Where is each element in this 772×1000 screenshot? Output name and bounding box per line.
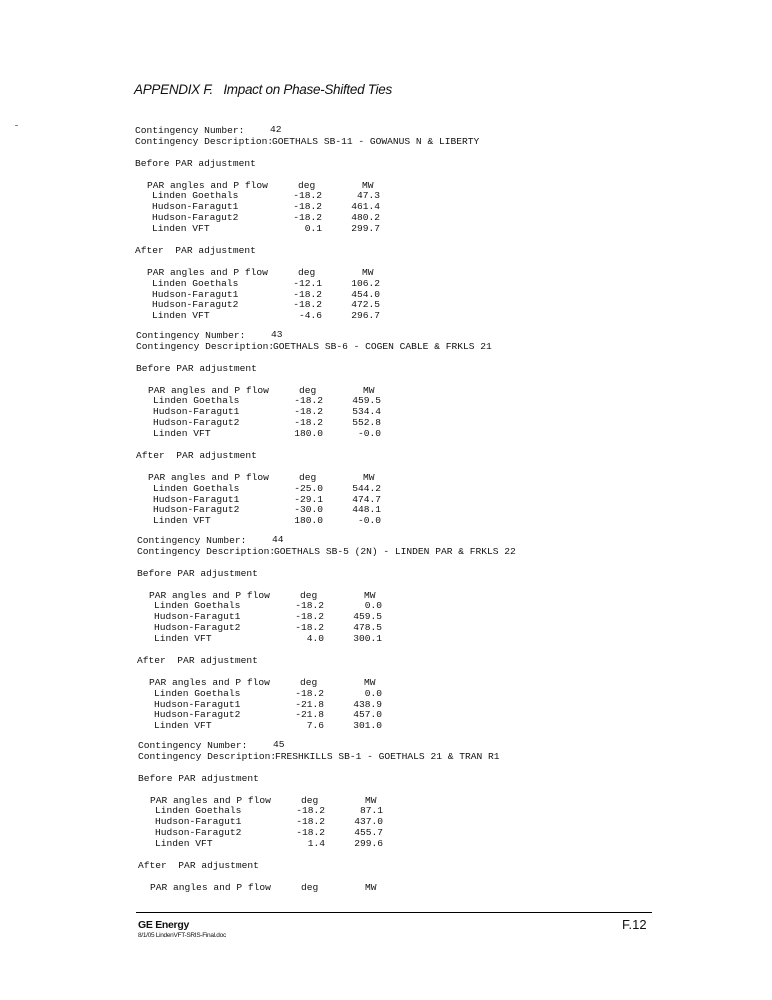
table-header-name: PAR angles and P flow — [149, 589, 270, 601]
par-row-deg: -25.0 — [294, 482, 323, 494]
par-row-deg: 4.0 — [306, 633, 324, 645]
par-row-name: Linden Goethals — [153, 395, 240, 407]
par-row-deg: -18.2 — [295, 687, 324, 699]
table-header-name: PAR angles and P flow — [148, 471, 269, 483]
par-row-deg: -18.2 — [294, 417, 323, 429]
table-header-name: PAR angles and P flow — [148, 384, 269, 396]
table-header-name: PAR angles and P flow — [150, 794, 271, 806]
par-row-deg: -21.8 — [295, 709, 324, 721]
contingency-description-label: Contingency Description: — [137, 545, 276, 557]
par-row-mw: 87.1 — [359, 805, 383, 817]
table-header-mw: MW — [362, 179, 374, 191]
contingency-number: 43 — [271, 329, 283, 340]
par-row-mw: 480.2 — [351, 212, 380, 224]
par-row-deg: -18.2 — [295, 600, 324, 612]
par-row-name: Hudson-Faragut1 — [154, 698, 241, 710]
par-row-mw: 472.5 — [351, 299, 380, 311]
contingency-description: GOETHALS SB-5 (2N) - LINDEN PAR & FRKLS 22 — [274, 545, 516, 557]
contingency-description-label: Contingency Description: — [136, 340, 275, 352]
par-row-mw: 459.5 — [352, 395, 381, 407]
after-adjustment-heading: After PAR adjustment — [137, 654, 258, 666]
before-adjustment-heading: Before PAR adjustment — [135, 157, 256, 169]
par-row-mw: 448.1 — [352, 504, 381, 516]
table-header-name: PAR angles and P flow — [149, 676, 270, 688]
par-row-mw: 300.1 — [353, 633, 382, 645]
par-row-mw: 461.4 — [351, 201, 380, 213]
par-row-name: Linden VFT — [153, 515, 211, 527]
after-adjustment-heading: After PAR adjustment — [138, 859, 259, 871]
par-row-deg: -18.2 — [296, 816, 325, 828]
table-header-deg: deg — [300, 589, 318, 601]
contingency-number: 45 — [273, 739, 285, 750]
par-row-deg: -4.6 — [298, 310, 322, 322]
par-row-name: Linden Goethals — [154, 600, 241, 612]
par-row-name: Hudson-Faragut1 — [153, 406, 240, 418]
contingency-description-label: Contingency Description: — [135, 135, 274, 147]
par-row-name: Linden VFT — [154, 633, 212, 645]
par-row-mw: -0.0 — [357, 428, 381, 440]
par-row-mw: 459.5 — [353, 611, 382, 623]
par-row-deg: -18.2 — [294, 406, 323, 418]
footer-info — [138, 919, 226, 939]
par-row-deg: -18.2 — [295, 611, 324, 623]
par-row-name: Hudson-Faragut2 — [153, 504, 240, 516]
par-row-deg: 0.1 — [304, 223, 322, 235]
par-row-deg: -18.2 — [296, 827, 325, 839]
contingency-description: GOETHALS SB-6 - COGEN CABLE & FRKLS 21 — [273, 340, 492, 352]
par-row-name: Linden Goethals — [153, 482, 240, 494]
par-row-mw: 296.7 — [351, 310, 380, 322]
par-row-name: Hudson-Faragut1 — [153, 493, 240, 505]
table-header-name: PAR angles and P flow — [147, 179, 268, 191]
contingency-number: 44 — [272, 534, 284, 545]
par-row-deg: -18.2 — [295, 622, 324, 634]
table-header-deg: deg — [299, 471, 317, 483]
par-row-mw: 544.2 — [352, 482, 381, 494]
par-row-mw: 455.7 — [354, 827, 383, 839]
table-header-name: PAR angles and P flow — [150, 881, 271, 893]
par-row-mw: 301.0 — [353, 720, 382, 732]
par-row-name: Hudson-Faragut2 — [153, 417, 240, 429]
par-row-mw: -0.0 — [357, 515, 381, 527]
par-row-deg: 1.4 — [307, 838, 325, 850]
contingency-number-label: Contingency Number: — [137, 535, 247, 546]
par-row-deg: 7.6 — [306, 720, 324, 732]
after-adjustment-heading: After PAR adjustment — [135, 244, 256, 256]
par-row-deg: -30.0 — [294, 504, 323, 516]
par-row-name: Hudson-Faragut2 — [154, 622, 241, 634]
par-row-deg: -12.1 — [293, 277, 322, 289]
par-row-mw: 0.0 — [364, 687, 382, 699]
table-header-mw: MW — [365, 881, 377, 893]
par-row-mw: 454.0 — [351, 288, 380, 300]
table-header-mw: MW — [365, 794, 377, 806]
par-row-deg: -18.2 — [293, 212, 322, 224]
par-row-mw: 47.3 — [356, 190, 380, 202]
par-row-name: Linden Goethals — [152, 277, 239, 289]
par-row-name: Linden VFT — [153, 428, 211, 440]
par-row-mw: 299.6 — [354, 838, 383, 850]
table-header-deg: deg — [301, 881, 319, 893]
contingency-number: 42 — [270, 124, 282, 135]
par-row-name: Hudson-Faragut2 — [152, 299, 239, 311]
par-row-deg: -18.2 — [293, 201, 322, 213]
par-row-mw: 552.8 — [352, 417, 381, 429]
par-row-deg: -18.2 — [294, 395, 323, 407]
par-row-deg: -29.1 — [294, 493, 323, 505]
table-header-mw: MW — [364, 676, 376, 688]
table-header-mw: MW — [363, 471, 375, 483]
par-row-mw: 534.4 — [352, 406, 381, 418]
appendix-title: Impact on Phase-Shifted Ties — [223, 82, 392, 97]
par-row-name: Linden Goethals — [154, 687, 241, 699]
contingency-number-label: Contingency Number: — [136, 330, 246, 341]
contingency-description: FRESHKILLS SB-1 - GOETHALS 21 & TRAN R1 — [275, 750, 500, 762]
table-header-deg: deg — [301, 794, 319, 806]
par-row-name: Hudson-Faragut1 — [152, 201, 239, 213]
footer-divider — [136, 912, 652, 913]
par-row-deg: -18.2 — [296, 805, 325, 817]
par-row-name: Linden Goethals — [155, 805, 242, 817]
par-row-mw: 299.7 — [351, 223, 380, 235]
par-row-name: Hudson-Faragut2 — [152, 212, 239, 224]
footer-company: GE Energy — [138, 919, 189, 931]
table-header-deg: deg — [300, 676, 318, 688]
before-adjustment-heading: Before PAR adjustment — [138, 772, 259, 784]
par-row-name: Hudson-Faragut2 — [155, 827, 242, 839]
par-row-mw: 478.5 — [353, 622, 382, 634]
table-header-mw: MW — [364, 589, 376, 601]
scan-speck — [15, 125, 18, 126]
table-header-deg: deg — [298, 266, 316, 278]
par-row-name: Hudson-Faragut2 — [154, 709, 241, 721]
contingency-description-label: Contingency Description: — [138, 750, 277, 762]
par-row-deg: -18.2 — [293, 288, 322, 300]
par-row-name: Linden VFT — [154, 720, 212, 732]
table-header-deg: deg — [298, 179, 316, 191]
par-row-mw: 106.2 — [351, 277, 380, 289]
par-row-mw: 438.9 — [353, 698, 382, 710]
par-row-name: Linden VFT — [152, 223, 210, 235]
table-header-mw: MW — [363, 384, 375, 396]
par-row-name: Hudson-Faragut1 — [154, 611, 241, 623]
after-adjustment-heading: After PAR adjustment — [136, 449, 257, 461]
par-row-mw: 457.0 — [353, 709, 382, 721]
page-number: F.12 — [622, 917, 647, 932]
par-row-mw: 437.0 — [354, 816, 383, 828]
before-adjustment-heading: Before PAR adjustment — [137, 567, 258, 579]
par-row-deg: -21.8 — [295, 698, 324, 710]
par-row-name: Linden VFT — [152, 310, 210, 322]
par-row-deg: 180.0 — [294, 515, 323, 527]
table-header-deg: deg — [299, 384, 317, 396]
par-row-deg: -18.2 — [293, 299, 322, 311]
table-header-name: PAR angles and P flow — [147, 266, 268, 278]
par-row-deg: 180.0 — [294, 428, 323, 440]
page-header — [134, 82, 392, 97]
par-row-name: Linden VFT — [155, 838, 213, 850]
appendix-label: APPENDIX F. — [134, 82, 213, 97]
par-row-mw: 0.0 — [364, 600, 382, 612]
contingency-number-label: Contingency Number: — [135, 125, 245, 136]
before-adjustment-heading: Before PAR adjustment — [136, 362, 257, 374]
par-row-name: Linden Goethals — [152, 190, 239, 202]
par-row-deg: -18.2 — [293, 190, 322, 202]
table-header-mw: MW — [362, 266, 374, 278]
footer-filename: 8/1/05 LindenVFT-SRIS-Final.doc — [138, 932, 226, 939]
par-row-mw: 474.7 — [352, 493, 381, 505]
par-row-name: Hudson-Faragut1 — [152, 288, 239, 300]
contingency-number-label: Contingency Number: — [138, 740, 248, 751]
par-row-name: Hudson-Faragut1 — [155, 816, 242, 828]
contingency-description: GOETHALS SB-11 - GOWANUS N & LIBERTY — [272, 135, 480, 147]
